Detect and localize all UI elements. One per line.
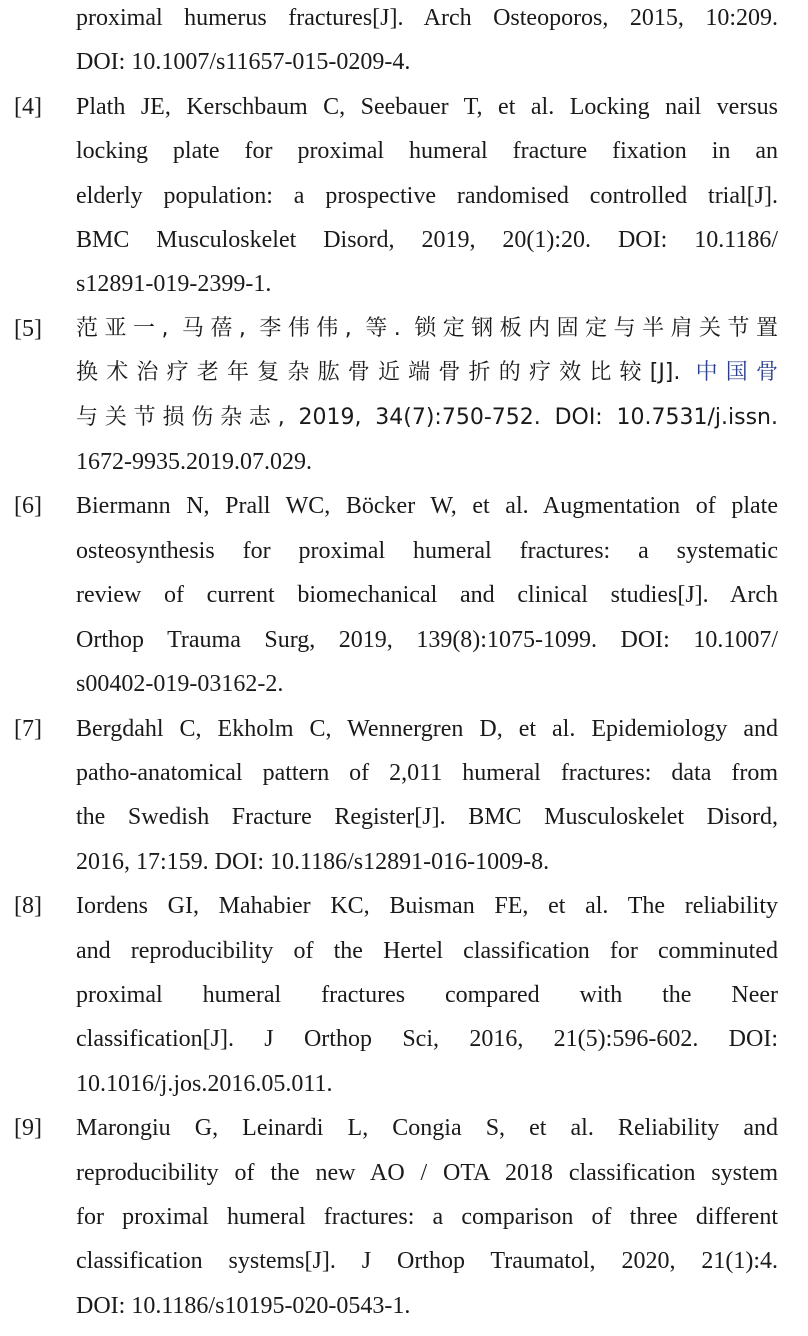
reference-line: Biermann N, Prall WC, Böcker W, et al. Augmentation of plate (76, 493, 778, 520)
reference-line: review of current biomechanical and clinical studies[J]. Arch (76, 582, 778, 609)
reference-body (76, 707, 778, 885)
reference-line: for proximal humeral fractures: a comparison of three different (76, 1203, 778, 1230)
reference-number: [6] (14, 493, 42, 520)
reference-6 (0, 484, 808, 706)
reference-line: the Swedish Fracture Register[J]. BMC Musculoskelet Disord, (76, 804, 778, 831)
reference-line: 范亚一, 马蓓, 李伟伟, 等. 锁定钢板内固定与半肩关节置 (76, 315, 778, 341)
reference-line: 与关节损伤杂志, 2019, 34(7):750-752. DOI: 10.7531/j.issn. (76, 404, 778, 430)
reference-line: Iordens GI, Mahabier KC, Buisman FE, et al. The reliability (76, 893, 778, 920)
reference-7 (0, 707, 808, 885)
reference-number: [5] (14, 315, 42, 342)
reference-number: [9] (14, 1115, 42, 1142)
reference-body (76, 307, 778, 485)
reference-line: DOI: 10.1186/s10195-020-0543-1. (76, 1292, 411, 1319)
reference-line: 2016, 17:159. DOI: 10.1186/s12891-016-1009-8. (76, 848, 550, 875)
reference-3-continuation (0, 0, 808, 85)
reference-line: 1672-9935.2019.07.029. (76, 449, 312, 476)
reference-line: DOI: 10.1007/s11657-015-0209-4. (76, 49, 411, 76)
reference-line: classification[J]. J Orthop Sci, 2016, 21(5):596-602. DOI: (76, 1026, 778, 1053)
reference-line: Marongiu G, Leinardi L, Congia S, et al. Reliability and (76, 1115, 778, 1142)
reference-line: Orthop Trauma Surg, 2019, 139(8):1075-1099. DOI: 10.1007/ (76, 626, 778, 653)
reference-number: [4] (14, 93, 42, 120)
reference-line: proximal humerus fractures[J]. Arch Osteoporos, 2015, 10:209. (76, 5, 778, 31)
reference-line: osteosynthesis for proximal humeral fractures: a systematic (76, 537, 778, 564)
reference-line-text: 换术治疗老年复杂肱骨近端骨折的疗效比较[J]. (76, 360, 681, 386)
reference-line: s00402-019-03162-2. (76, 671, 284, 698)
reference-body (76, 0, 778, 85)
reference-line: proximal humeral fractures compared with the Neer (76, 981, 778, 1008)
reference-line: s12891-019-2399-1. (76, 271, 272, 298)
journal-name-link[interactable]: 中国骨 (695, 360, 778, 386)
reference-8 (0, 884, 808, 1106)
reference-line: and reproducibility of the Hertel classification for comminuted (76, 937, 778, 964)
reference-4 (0, 85, 808, 307)
reference-body (76, 484, 778, 706)
reference-5 (0, 307, 808, 485)
reference-line: classification systems[J]. J Orthop Traumatol, 2020, 21(1):4. (76, 1248, 778, 1275)
reference-body (76, 884, 778, 1106)
reference-number: [8] (14, 893, 42, 920)
reference-number: [7] (14, 715, 42, 742)
reference-line (76, 351, 778, 395)
reference-body (76, 85, 778, 307)
reference-line: patho-anatomical pattern of 2,011 humeral fractures: data from (76, 759, 778, 786)
reference-line: reproducibility of the new AO / OTA 2018 classification system (76, 1159, 778, 1186)
reference-line: Bergdahl C, Ekholm C, Wennergren D, et al. Epidemiology and (76, 715, 778, 742)
reference-body (76, 1106, 778, 1328)
reference-line: 10.1016/j.jos.2016.05.011. (76, 1070, 333, 1097)
reference-line: Plath JE, Kerschbaum C, Seebauer T, et al. Locking nail versus (76, 93, 778, 120)
reference-line: BMC Musculoskelet Disord, 2019, 20(1):20. DOI: 10.1186/ (76, 227, 778, 254)
reference-9 (0, 1106, 808, 1328)
reference-line: elderly population: a prospective randomised controlled trial[J]. (76, 182, 778, 209)
reference-line: locking plate for proximal humeral fracture fixation in an (76, 138, 778, 165)
